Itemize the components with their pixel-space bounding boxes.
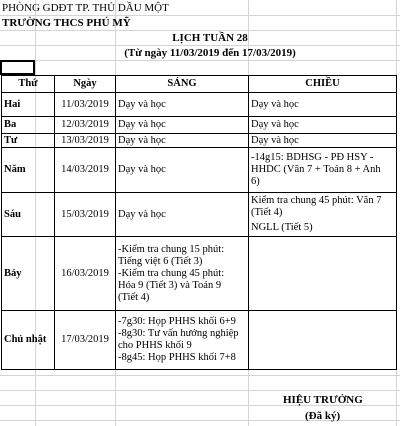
cell-line: Dạy và học: [251, 98, 299, 110]
table-row: [2, 93, 397, 117]
column-header-day: Thứ: [2, 76, 55, 93]
signature-note: (Đã ký): [305, 410, 341, 422]
day-cell: Hai: [2, 93, 55, 117]
date-cell: 13/03/2019: [55, 134, 116, 148]
table-row: [2, 193, 397, 237]
gridline: [0, 45, 400, 46]
cell-line: NGLL (Tiết 5): [251, 222, 313, 233]
cell-line: -Kiểm tra chung 45 phút:: [118, 267, 225, 279]
column-header-date: Ngày: [55, 76, 116, 93]
table-row: [2, 134, 397, 148]
day-cell: Sáu: [2, 193, 55, 237]
afternoon-cell: [249, 117, 397, 134]
day-cell: Bảy: [2, 237, 55, 311]
cell-line: Dạy và học: [118, 119, 166, 130]
cell-line: Tiếng việt 6 (Tiết 3): [118, 255, 203, 267]
date-cell: 12/03/2019: [55, 117, 116, 134]
signature-role: HIỆU TRƯỞNG: [283, 394, 363, 406]
morning-cell: [116, 134, 249, 148]
school-name: TRƯỜNG THCS PHÚ MỸ: [2, 17, 131, 29]
cell-line: Dạy và học: [251, 119, 299, 130]
cell-line: (Tiết 4): [251, 207, 283, 218]
cell-line: Dạy và học: [251, 134, 299, 146]
cell-line: -Kiểm tra chung 15 phút:: [118, 243, 225, 255]
table-header-row: [2, 76, 397, 93]
cell-line: Dạy và học: [118, 98, 166, 110]
cell-line: cho PHHS khối 9: [118, 340, 192, 351]
gridline: [0, 60, 400, 61]
selected-cell[interactable]: [0, 60, 35, 75]
date-cell: 17/03/2019: [55, 311, 116, 370]
column-header-morning: SÁNG: [116, 76, 249, 93]
cell-line: Dạy và học: [118, 134, 166, 146]
morning-cell: [116, 237, 249, 311]
column-header-afternoon: CHIỀU: [249, 76, 397, 93]
table-row: [2, 148, 397, 193]
date-cell: 15/03/2019: [55, 193, 116, 237]
afternoon-cell: [249, 193, 397, 237]
date-cell: 11/03/2019: [55, 93, 116, 117]
afternoon-cell: [249, 134, 397, 148]
afternoon-cell: [249, 93, 397, 117]
day-cell: Năm: [2, 148, 55, 193]
cell-line: (Tiết 4): [118, 291, 150, 303]
schedule-title: LỊCH TUẦN 28: [172, 32, 248, 44]
gridline: [0, 390, 400, 391]
morning-cell: [116, 311, 249, 370]
cell-line: -14g15: BDHSG - PĐ HSY -: [251, 152, 374, 163]
morning-cell: [116, 117, 249, 134]
date-cell: 16/03/2019: [55, 237, 116, 311]
afternoon-cell: [249, 148, 397, 193]
day-cell: Chủ nhật: [2, 311, 55, 370]
gridline: [0, 15, 400, 16]
cell-line: -8g45: Họp PHHS khối 7+8: [118, 352, 236, 363]
day-cell: Tư: [2, 134, 55, 148]
cell-line: Dạy và học: [118, 208, 166, 220]
department-name: PHÒNG GDĐT TP. THỦ DẦU MỘT: [2, 2, 169, 14]
gridline: [0, 375, 400, 376]
cell-line: -8g30: Tư vấn hướng nghiệp: [118, 328, 239, 339]
table-row: [2, 311, 397, 370]
cell-line: Dạy và học: [118, 164, 166, 175]
cell-line: -7g30: Họp PHHS khối 6+9: [118, 316, 236, 327]
cell-line: HHDC (Văn 7 + Toán 8 + Anh: [251, 164, 381, 175]
morning-cell: [116, 93, 249, 117]
gridline: [0, 30, 400, 31]
schedule-table: [1, 75, 397, 370]
afternoon-cell: [249, 311, 397, 370]
table-row: [2, 237, 397, 311]
cell-line: Hóa 9 (Tiết 3) và Toán 9: [118, 279, 222, 291]
table-row: [2, 117, 397, 134]
cell-line: Kiểm tra chung 45 phút: Văn 7: [251, 195, 382, 206]
cell-line: 6): [251, 176, 260, 187]
date-range: (Từ ngày 11/03/2019 đến 17/03/2019): [124, 47, 296, 59]
morning-cell: [116, 193, 249, 237]
day-cell: Ba: [2, 117, 55, 134]
date-cell: 14/03/2019: [55, 148, 116, 193]
morning-cell: [116, 148, 249, 193]
afternoon-cell: [249, 237, 397, 311]
